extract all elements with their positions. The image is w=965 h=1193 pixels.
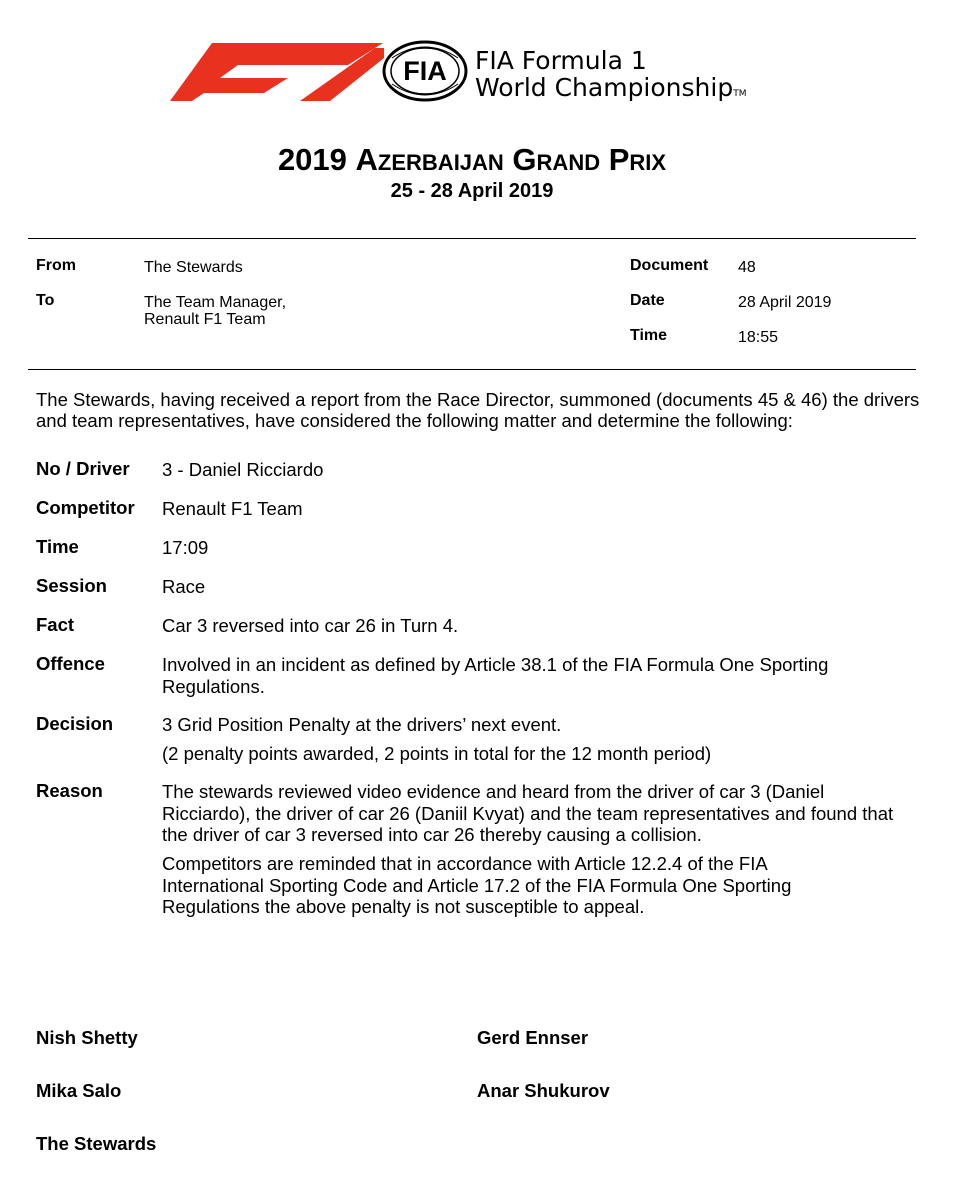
fact-value: Car 3 reversed into car 26 in Turn 4. — [162, 615, 459, 636]
stewards-footer: The Stewards — [36, 1133, 157, 1154]
fact-label: Fact — [36, 614, 75, 635]
from-value: The Stewards — [144, 259, 243, 276]
intro-paragraph: The Stewards, having received a report from the Race Director, summoned (documents 45 & 46) the drivers and team representatives, have considered the following matter and determine the following: — [36, 389, 920, 431]
time-label: Time — [630, 327, 668, 344]
session-label: Session — [36, 575, 107, 596]
event-title-name: Azerbaijan Grand Prix — [355, 142, 667, 177]
competitor-label: Competitor — [36, 497, 135, 518]
to-value-line1: The Team Manager, — [144, 294, 287, 311]
steward-signature-3: Mika Salo — [36, 1080, 122, 1101]
header-divider-top — [28, 238, 916, 239]
event-title-year: 2019 — [277, 142, 347, 177]
brand-line-2 — [475, 74, 746, 108]
event-dates: 25 - 28 April 2019 — [390, 180, 554, 202]
brand-line-1: FIA Formula 1 — [475, 46, 647, 75]
time-value: 18:55 — [738, 329, 779, 346]
f1-logo-stripes-icon — [170, 43, 385, 101]
date-label: Date — [630, 292, 665, 309]
trademark-mark: TM — [733, 89, 747, 99]
fia-f1-logo — [170, 38, 800, 108]
incident-time-value: 17:09 — [162, 537, 209, 558]
document-value: 48 — [738, 259, 756, 276]
offence-label: Offence — [36, 653, 105, 674]
to-label: To — [36, 292, 55, 309]
driver-value: 3 - Daniel Ricciardo — [162, 459, 324, 480]
date-value: 28 April 2019 — [738, 294, 832, 311]
from-label: From — [36, 257, 76, 274]
brand-line-2-text: World Championship — [475, 73, 734, 102]
driver-label: No / Driver — [36, 458, 130, 479]
decision-label: Decision — [36, 713, 114, 734]
steward-signature-4: Anar Shukurov — [477, 1080, 610, 1101]
document-label: Document — [630, 257, 709, 274]
header-divider-bottom — [28, 369, 916, 370]
reason-note: Competitors are reminded that in accordance with Article 12.2.4 of the FIA International Sporting Code and Article 17.2 of the FIA Formula One Sporting Regulations the above penalty is not susceptible to appeal. — [162, 853, 792, 917]
svg-text:FIA: FIA — [403, 56, 447, 86]
fia-emblem-icon — [382, 40, 468, 102]
event-title — [0, 142, 944, 178]
steward-signature-1: Nish Shetty — [36, 1027, 138, 1048]
reason-label: Reason — [36, 780, 103, 801]
to-value-line2: Renault F1 Team — [144, 311, 266, 328]
offence-value: Involved in an incident as defined by Article 38.1 of the FIA Formula One Sporting Regulations. — [162, 654, 829, 697]
competitor-value: Renault F1 Team — [162, 498, 303, 519]
decision-value: 3 Grid Position Penalty at the drivers’ next event. — [162, 714, 562, 735]
session-value: Race — [162, 576, 206, 597]
reason-value: The stewards reviewed video evidence and heard from the driver of car 3 (Daniel Ricciardo), the driver of car 26 (Daniil Kvyat) and the team representatives and found that the driver of car 3 reversed into car 26 thereby causing a collision. — [162, 781, 894, 845]
steward-signature-2: Gerd Ennser — [477, 1027, 589, 1048]
decision-note: (2 penalty points awarded, 2 points in total for the 12 month period) — [162, 743, 712, 764]
incident-time-label: Time — [36, 536, 79, 557]
